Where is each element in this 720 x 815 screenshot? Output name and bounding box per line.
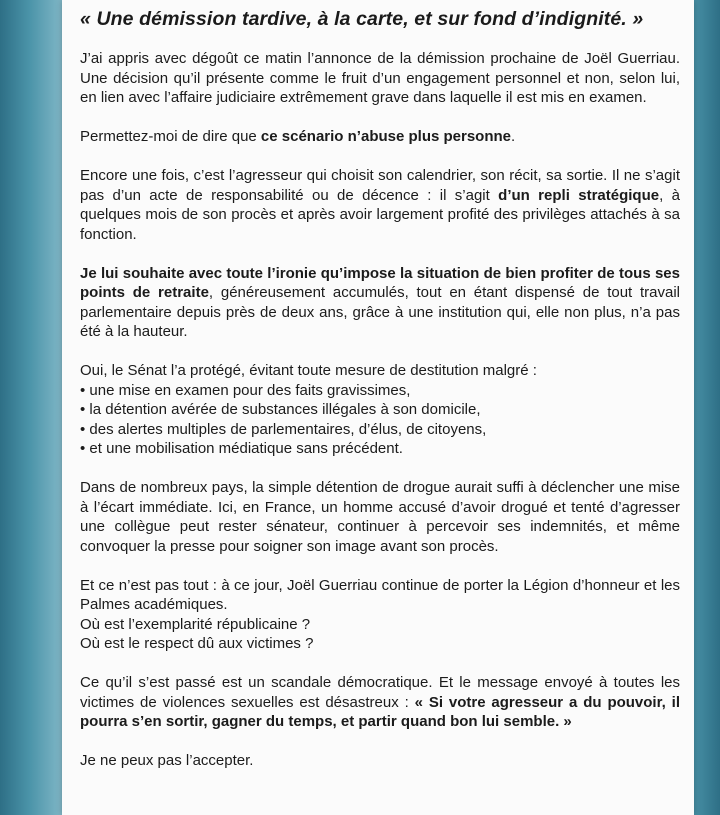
document-title: « Une démission tardive, à la carte, et sur fond d’indignité. » (80, 8, 644, 30)
text-span: Permettez-moi de dire que (80, 128, 261, 145)
text-span: , à quelques mois de son procès et après avoir largement profité des privilèges attachés à sa fonction. (80, 186, 680, 243)
bullet-list (80, 381, 680, 459)
bold-span: d’un repli stratégique (498, 186, 660, 204)
paragraph-scenario (80, 127, 680, 147)
text-span: . (511, 128, 516, 145)
list-item: • et une mobilisation médiatique sans précédent. (80, 439, 680, 459)
paragraph-conclusion: Je ne peux pas l’accepter. (80, 752, 254, 769)
question-exemplarite: Où est l’exemplarité républicaine ? (80, 615, 311, 633)
document-page (62, 0, 694, 815)
list-item: • la détention avérée de substances illégales à son domicile, (80, 400, 680, 420)
text-span: , généreusement accumulés, tout en étant dispensé de tout travail parlementaire depuis près de deux ans, grâce à une institution qui, elle non plus, n’a pas été à la hauteur. (80, 284, 680, 340)
paragraph-announcement: J’ai appris avec dégoût ce matin l’annonce de la démission prochaine de Joël Guerriau. Une décision qu’il présente comme le fruit d’un engagement personnel et non, selon lui, en lien avec l’affaire judiciaire extrêmement grave dans laquelle il est mis en examen. (80, 50, 680, 106)
paragraph-retraite (80, 264, 680, 342)
paragraph-scandale (80, 673, 680, 732)
text-span: Ce qu’il s’est passé est un scandale démocratique. Et le message envoyé à toutes les victimes de violences sexuelles est désastreux : (80, 674, 680, 711)
paragraph-repli (80, 166, 680, 244)
bold-span: ce scénario n’abuse plus personne (260, 128, 512, 145)
question-respect: Où est le respect dû aux victimes ? (80, 635, 314, 652)
senat-intro: Oui, le Sénat l’a protégé, évitant toute mesure de destitution malgré : (80, 362, 537, 379)
paragraph-senat (80, 361, 680, 459)
paragraph-legion (80, 576, 680, 654)
bold-span: Je lui souhaite avec toute l’ironie qu’impose la situation de bien profiter de tous ses points de retraite (80, 264, 680, 301)
paragraph-pays: Dans de nombreux pays, la simple détention de drogue aurait suffi à déclencher une mise à l’écart immédiate. Ici, en France, un homme accusé d’avoir drogué et tenté d’agresser une collègue peut rester sénateur, continuer à percevoir ses indemnités, et même convoquer la presse pour soigner son image avant son procès. (80, 479, 680, 555)
list-item: • une mise en examen pour des faits gravissimes, (80, 381, 680, 401)
legion-text: Et ce n’est pas tout : à ce jour, Joël Guerriau continue de porter la Légion d’honneur et les Palmes académiques. (80, 576, 680, 613)
bold-quote: « Si votre agresseur a du pouvoir, il pourra s’en sortir, gagner du temps, et partir quand bon lui semble. » (80, 693, 680, 730)
text-span: Encore une fois, c’est l’agresseur qui choisit son calendrier, son récit, sa sortie. Il ne s’agit pas d’un acte de responsabilité ou de décence : il s’agit (80, 167, 680, 204)
list-item: • des alertes multiples de parlementaires, d’élus, de citoyens, (80, 420, 680, 440)
